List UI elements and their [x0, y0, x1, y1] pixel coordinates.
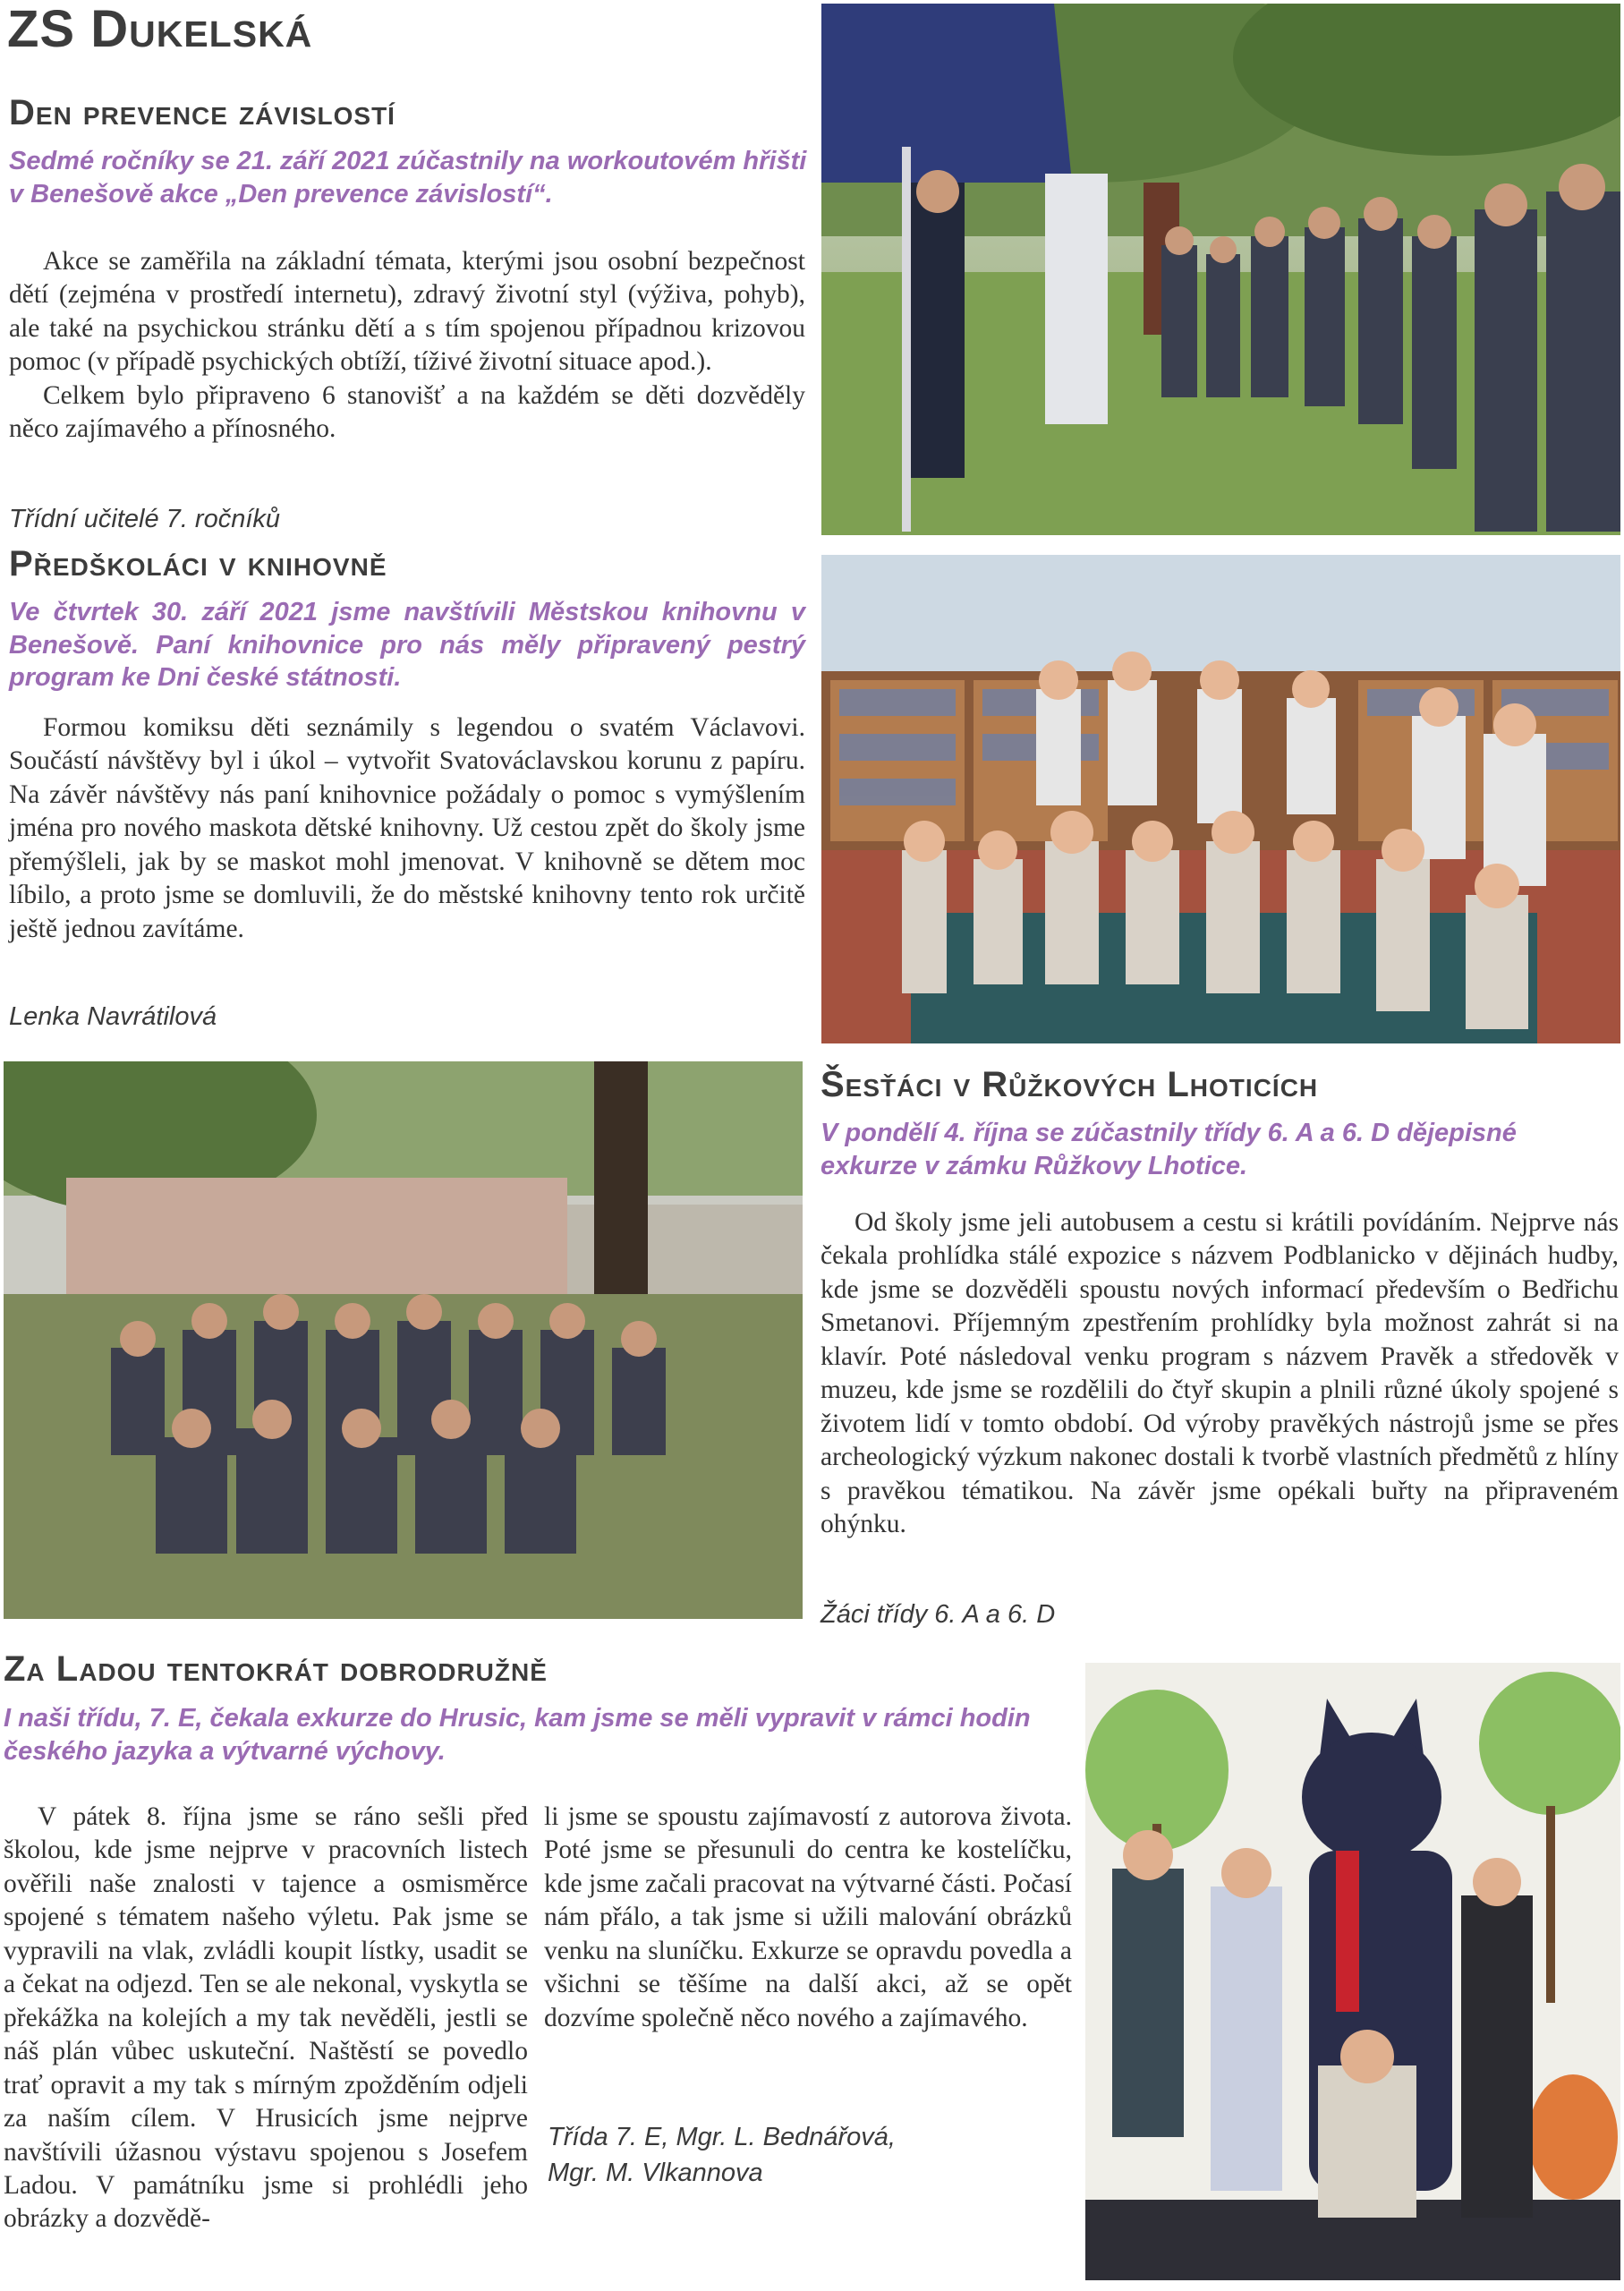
photo-mascot [1085, 1663, 1620, 2280]
article-4-signature-line-1: Třída 7. E, Mgr. L. Bednářová, [548, 2123, 896, 2151]
page-title: ZS Dukelská [7, 0, 313, 58]
article-4-signature-line-2: Mgr. M. Vlkannova [548, 2159, 763, 2187]
article-3-body [821, 1206, 1619, 1542]
article-1-signature: Třídní učitelé 7. ročníků [9, 505, 281, 533]
article-3-signature: Žáci třídy 6. A a 6. D [821, 1600, 1056, 1629]
article-1-title: Den prevence závislostí [9, 93, 395, 132]
article-3-title: Šesťáci v Růžkových Lhoticích [821, 1065, 1319, 1104]
article-3-lead: V pondělí 4. října se zúčastnily třídy 6. A a 6. D dějepisné exkurze v zámku Růžkovy Lhotice. [821, 1119, 1517, 1180]
article-4-lead: I naši třídu, 7. E, čekala exkurze do Hrusic, kam jsme se měli vypravit v rámci hodin českého jazyka a výtvarné výchovy. [4, 1704, 1031, 1766]
article-4-column-1 [4, 1801, 528, 2236]
article-2-title: Předškoláci v knihovně [9, 544, 387, 583]
article-1-lead: Sedmé ročníky se 21. září 2021 zúčastnily na workoutovém hřišti v Benešově akce „Den prevence závislostí“. [9, 147, 807, 209]
article-2-paragraph: Formou komiksu děti seznámily s legendou o svatém Václavovi. Součástí návštěvy byl i úkol – vytvořit Svatováclavskou korunu z papíru. Na závěr návštěvy nás paní knihovnice požádaly o pomoc s vymýšlením jména pro nového maskota dětské knihovny. Už cestou zpět do školy jsme přemýšleli, jak by se maskot mohl jmenovat. V knihovně se dětem moc líbilo, a proto jsme se domluvili, že do městské knihovny tento rok určitě ještě jednou zavítáme. [9, 713, 805, 943]
article-2-lead: Ve čtvrtek 30. září 2021 jsme navštívili Městskou knihovnu v Benešově. Paní knihovnice pro nás měly připravený pestrý program ke Dni české státnosti. [9, 598, 805, 693]
photo-class-group [4, 1061, 803, 1619]
article-1-body [9, 245, 805, 447]
article-4-column-2 [544, 1801, 1072, 2035]
article-2-signature: Lenka Navrátilová [9, 1002, 217, 1031]
article-1-paragraph: Akce se zaměřila na základní témata, kterými jsou osobní bezpečnost dětí (zejména v prostředí internetu), zdravý životní styl (výživa, pohyb), ale také na psychickou stránku dětí a s tím spojenou případnou krizovou pomoc (v případě psychických obtíží, tíživé životní situace apod.). [9, 247, 805, 377]
article-4-title: Za Ladou tentokrát dobrodružně [4, 1649, 548, 1689]
photo-prevention-day [821, 4, 1620, 535]
photo-library-kids [821, 555, 1620, 1043]
article-2-body [9, 711, 805, 946]
article-4-paragraph: li jsme se spoustu zajímavostí z autorova života. Poté jsme se přesunuli do centra ke kostelíčku, kde jsme začali pracovat na výtvarné části. Počasí nám přálo, a tak jsme si užili malování obrázků venku na sluníčku. Exkurze se opravdu povedla a všichni se těšíme na další akci, až se opět dozvíme společně něco nového a zajímavého. [544, 1802, 1072, 2032]
article-3-paragraph: Od školy jsme jeli autobusem a cestu si krátili povídáním. Nejprve nás čekala prohlídka stálé expozice s názvem Podblanicko v dějinách hudby, kde jsme se dozvěděli spoustu nových informací především o Bedřichu Smetanovi. Příjemným zpestřením prohlídky byla možnost zahrát si na klavír. Poté následoval venku program s názvem Pravěk a středověk v muzeu, kde jsme se rozdělili do čtyř skupin a plnili různé úkoly spojené s životem lidí v tomto období. Od výroby pravěkých nástrojů jsme se přes archeologický výzkum nakonec dostali k tvorbě vlastních předmětů z hlíny s pravěkou tématikou. Na závěr jsme opékali buřty na připraveném ohýnku. [821, 1208, 1619, 1539]
article-1-paragraph: Celkem bylo připraveno 6 stanovišť a na každém se děti dozvěděly něco zajímavého a přínosného. [9, 380, 805, 444]
article-4-paragraph: V pátek 8. října jsme se ráno sešli před školou, kde jsme nejprve v pracovních listech ověřili naše znalosti v tajence a osmisměrce spojené s tématem našeho výletu. Pak jsme se vypravili na vlak, zvládli koupit lístky, usadit se a čekat na odjezd. Ten se ale nekonal, vyskytla se překážka na kolejích a my tak nevěděli, jestli se náš plán vůbec uskuteční. Naštěstí se povedlo trať opravit a my tak s mírným zpožděním odjeli za naším cílem. V Hrusicích jsme nejprve navštívili úžasnou výstavu spojenou s Josefem Ladou. V památníku jsme si prohlédli jeho obrázky a dozvědě- [4, 1802, 528, 2234]
